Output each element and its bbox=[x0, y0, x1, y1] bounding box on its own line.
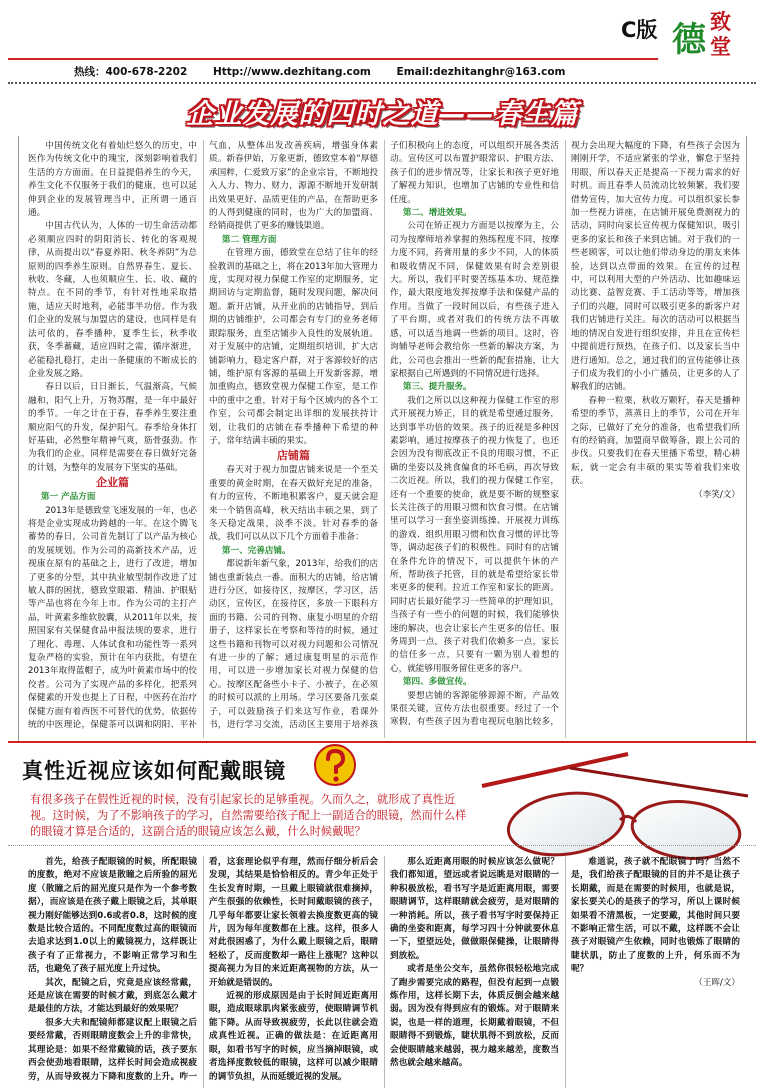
article1-paragraph: 春日以后，日日渐长，气温渐高，气候融和，阳气上升，万物苏醒，是一年中最好的季节。一年之计在于春，春季养生要注重顺应阳气的升发，保护阳气。春季给身体打好基础，必然整年精神气爽，筋骨强劲。作为我们的企业，同样是需要在春日做好完备的计划，为整年的发展夯下坚实的基础。 bbox=[28, 382, 197, 473]
article2-paragraph: 难道说，孩子就不配眼镜了吗？当然不是，我们给孩子配眼镜的目的并不是让孩子长期戴，而是在需要的时候用，也就是说，家长要关心的是孩子的学习，所以上课时候如果看不清黑板，一定要戴，其他时间只要不影响正常生活，可以不戴，这样既不会让孩子对眼镜产生依赖，同时也锻炼了眼睛的睫状肌，防止了度数的上升，何乐而不为呢？ bbox=[571, 857, 740, 975]
article2-paragraph: 其次，配镜之后，究竟是应该经常戴，还是应该在需要的时候才戴，到底怎么戴才是最佳的方法，才能达到最好的效果呢？ bbox=[28, 977, 197, 1015]
article1-title: 企业发展的四时之道——春生篇 bbox=[186, 99, 579, 130]
hotline: 热线：400-678-2202 bbox=[74, 66, 188, 78]
article2-paragraph: 近视的形成原因是由于长时间近距离用眼，造成眼球肌肉紧张疲劳，使眼睛调节机能下降。从而导致视疲劳，长此以往就会造成真性近视。正确的做法是：在近距离用眼，如看书写字的时候，应当摘掉眼镜，或者选择度数较低的眼镜，这样可以减少眼睛的调节负担，从而延缓近视的发展。 bbox=[209, 991, 378, 1082]
article1-paragraph: 中国传统文化有着灿烂悠久的历史，中医作为传统文化中的瑰宝，深刻影响着我们生活的方方面面。在日益提倡养生的今天，养生文化不仅服务于我们的健康，也可以延伸到企业的发展管理当中，正所谓一通百通。 bbox=[28, 141, 197, 219]
eyeglasses-icon bbox=[478, 746, 756, 864]
intro-divider bbox=[8, 845, 756, 846]
article2-paragraph: 或者是坐公交车，虽然你很轻松地完成了跑步需要完成的路程，但没有起到一点锻炼作用，这样长期下去，体质反倒会越来越弱。因为没有得到应有的锻炼。对于眼睛来说，也是一样的道理，长期戴着眼镜，不但眼睛得不到锻炼，睫状肌得不到放松，反而会使眼睛越来越弱，视力越来越差，度数当然也就会越来越高。 bbox=[390, 964, 559, 1069]
article1-paragraph: 公司在矫正视力方面是以按摩为主，公司为按摩师培养掌握的熟练程度不同，按摩力度不同，药膏用量的多少不同，人的体质和吸收情况不同，保健效果有时会差别很大。所以，我们平时要苦练基本功、规范操作，最大限度地发挥按摩手法和保健产品的作用。当做了一段时间以后，有些孩子进入了平台期，或者对我们的传统方法不再敏感，可以适当地调一些新的项目。这时，咨询辅导老师会教给你一些新的解决方案，为此，公司也会推出一些新的配套措施，让大家根据自己所遇到的不同情况进行选择。 bbox=[390, 221, 559, 379]
article1-paragraph: 都说新年新气象，2013年，给我们的店铺也重新装点一番。面积大的店铺，给店铺进行分区，如接待区，按摩区，学习区，活动区，宣传区，在接待区，多放一下眼科方面的书籍、公司的刊物、康复小明星的介绍册子，这样家长在考察和等待的时候，通过这些书籍和刊物可以对视力问题和公司情况有进一步的了解；通过康复明星的示范作用，可以进一步增加家长对视力保健的信心。按摩区配备些小卡子、小被子，在必须的时候可以派的上用场。学习区要备几张桌子，可以鼓励孩子们来这写作业，看课外书，进行学习交流，活动区主要用于培养孩子们积极向上的态度，可以组织开展各类活动。宣传区可以布置护眼常识、护眼方法、孩子们的进步情况等，让家长和孩子更好地了解视力知识，也增加了店铺的专业性和信任度。 bbox=[209, 141, 559, 731]
article2-intro: 有很多孩子在假性近视的时候，没有引起家长的足够重视。久而久之，就形成了真性近视。这时候，为了不影响孩子的学习，自然需要给孩子配上一副适合的眼镜，然而什么样的眼镜才算是合适的，这副合适的眼镜应该怎么戴，什么时候戴呢？ bbox=[30, 793, 467, 838]
dezhitang-logo bbox=[672, 6, 748, 58]
article2-paragraph: 很多大夫和配镜师都建议配上眼镜之后要经常戴，否则眼睛度数会上升的非常快，其理论是：如果不经常戴镜的话，孩子要东西会使劲地看眼睛，这样长时间会造成视疲劳，从而导致视力下降和度数的上升。咋一看，这套理论似乎有理，然而仔细分析后会发现，其结果是恰恰相反的。青少年正处于生长发育时期，一旦戴上眼镜就很难摘掉，产生很强的依赖性，长时间戴眼镜的孩子，几乎每年都要让家长领着去换度数更高的镜片，因为每年度数都在上涨。这样，很多人对此很困惑了，为什么戴上眼镜之后，眼睛轻松了，反而度数却一路往上涨呢？这种以提高视力为目的来近距离视物的方法，从一开始就是错误的。 bbox=[28, 857, 378, 1082]
article1-paragraph: 中国古代认为，人体的一切生命活动都必须顺应四时的阴阳消长、转化的客观规律，从而提出以“春夏养阳、秋冬养阴”为总原则的四季养生原则。自然界春生、夏长、秋收、冬藏，人也须顺应生、长、收、藏的特点。在不同的季节，有针对性地采取措施，适应天时地利，必能事半功倍。作为我们企业的发展与加盟店的建设，也同样是有法可依的，春季播种，夏季生长，秋季收获，冬季蓄藏，适应四时之需，循序渐进，必能稳扎稳打，走出一条健康的不断成长的企业发展之路。 bbox=[28, 221, 197, 379]
article1-author: （李笑/文） bbox=[694, 489, 740, 500]
logo-char-de: 德 bbox=[672, 20, 706, 60]
dotted-divider bbox=[8, 82, 756, 84]
logo-char-zhi: 致 bbox=[710, 10, 731, 34]
shop-subhead: 店铺篇 bbox=[277, 449, 310, 463]
edition-label: C版 bbox=[621, 18, 658, 42]
article1-body bbox=[28, 140, 740, 738]
section-title-shop3: 第三、提升服务。 bbox=[402, 382, 472, 393]
header-divider bbox=[8, 58, 658, 60]
section-divider bbox=[8, 741, 756, 743]
contact-bar bbox=[74, 64, 587, 79]
article1-paragraph: 要想店铺的客源能够源源不断，产品效果很关键，宣传方法也很重要。经过了一个寒假，有些孩子因为看电视玩电脑比较多，视力会出现大幅度的下降，有些孩子会因为刚刚开学，不适应紧张的学业，懈怠于坚持用眼，所以春天正是提高一下视力需求的好时机。而且春季人员流动比较频繁，我们要借势宣传，加大宣传力度。可以组织家长参加一些视力讲座，在店铺开展免费测视力的活动，同时向家长宣传视力保健知识，吸引更多的家长和孩子来到店铺。对于我们的一些老顾客，可以让他们带动身边的朋友来体验，达到以点带面的效果。在宣传的过程中，可以利用大型的户外活动、比如趣味运动比赛、益智竞赛、手工活动等等，增加孩子们的兴趣，同时可以吸引更多的新客户对我们店铺进行关注。每次的活动可以根据当地的情况自发进行组织安排，并且在宣传栏中提前进行预热，在孩子们、以及家长当中进行通知。总之，通过我们的宣传能够让孩子们成为我们的小小广播员，让更多的人了解我们的店铺。 bbox=[390, 141, 740, 728]
article1-paragraph: 春种一粒栗，秋收万颗籽，春天是播种希望的季节，蒸蒸日上的季节，公司在开年之际，已做好了充分的准备，也希望我们所有的经销商，加盟商早做筹备，跟上公司的步伐。只要我们在春天里播下希望，精心耕耘，就一定会有丰硕的果实等着我们来收获。 bbox=[571, 395, 740, 487]
article1-paragraph: 我们之所以以这种视力保健工作室的形式开展视力矫正，目的就是希望通过服务，达到事半功倍的效果。孩子的近视是多种因素影响，通过按摩孩子的视力恢复了，也还会因为没有彻底改正不良的用眼习惯，不正确的坐姿以及挑食偏食的坏毛病，再次导致二次近视。所以，我们的视力保健工作室，还有一个重要的使命，就是要不断的规整家长关注孩子的用眼习惯和饮食习惯。在店铺里可以学习一套坐姿训练操、开展视力训练的游戏、组织用眼习惯和饮食习惯的评比等等，调动起孩子们的积极性。同时有的店铺在条件允许的情况下，可以提供午休的产所，帮助孩子托管，目的就是希望给家长带来更多的便利。拉近工作室和家长的距离。同时店长最好能学习一些简单的护理知识，当孩子有一些小的问题的时候，我们能够快速的解决，也会让家长产生更多的信任。服务周到一点，孩子对我们依赖多一点，家长的信任多一点，只要有一颗为别人着想的心，就能够用服务留住更多的客户。 bbox=[390, 395, 559, 674]
article1-paragraph: 春天对于视力加盟店铺来说是一个至关重要的黄金时期，在春天做好充足的准备，有力的宣传，不断地积累客户，夏天就会迎来一个销售高峰，秋天结出丰硕之果，到了冬天稳定战果，淡季不淡。针对春季的备战，我们可以从以下几个方面着手准备： bbox=[209, 465, 378, 543]
question-mark-icon bbox=[312, 742, 358, 788]
logo-char-tang: 堂 bbox=[710, 35, 731, 59]
website-link[interactable]: Http://www.dezhitang.com bbox=[212, 66, 371, 78]
section-title-management: 第二 管理方面 bbox=[221, 234, 277, 245]
article1-right-rule bbox=[746, 136, 747, 742]
article2-author: （王晖/文） bbox=[694, 977, 740, 988]
article1-left-rule bbox=[18, 136, 19, 742]
email-link[interactable]: Email:dezhitanghr@163.com bbox=[396, 66, 566, 78]
article1-paragraph: 在管理方面，德致堂在总结了往年的经验教训的基础之上，将在2013年加大管理力度，实现对视力保健工作室的定期服务，定期回访与定期监督，随时发现问题，解决问题。新开店铺，从开业前的店铺指导，到后期的店铺维护，公司都会有专门的业务老师跟踪服务，直至店铺步入良性的发展轨道。对于发展中的店铺，定期组织培训，扩大店铺影响力，稳定客户群，对于客源较好的店铺，维护原有客源的基础上开发新客源，增加重购点，德致堂视力保健工作室，是工作中的重中之重，针对于每个区域内的各个工作室，公司都会制定出详细的发展扶持计划，让我们的店铺在春季播种下希望的种子，常年结满丰硕的果实。 bbox=[209, 248, 378, 446]
section-title-shop1: 第一、完善店铺。 bbox=[221, 545, 291, 556]
section-title-shop2: 第二、增进效果。 bbox=[402, 208, 472, 219]
enterprise-subhead: 企业篇 bbox=[96, 476, 129, 490]
article2-paragraph: 那么近距离用眼的时候应该怎么做呢？我们都知道，望远或者说远眺是对眼睛的一种积极放松，看书写字是近距离用眼，需要眼睛调节，这样眼睛就会疲劳，是对眼睛的一种消耗。所以，孩子看书写字时要保持正确的坐姿和距离，每学习四十分钟就要休息一下，望望远处，做做眼保健操，让眼睛得到放松。 bbox=[390, 857, 559, 961]
article2-paragraph: 首先，给孩子配眼镜的时候，所配眼镜的度数，绝对不应该是散瞳之后所验的屈光度（散瞳之后的屈光度只是作为一个参考数据），而应该是在孩子戴上眼镜之后，其单眼视力刚好能够达到0.6或者0.8，这时候的度数是比较合适的。不同配度数过高的眼镜而去追求达到1.0以上的戴镜视力，这样既让孩子有了正常视力，不影响正常学习和生活，也避免了孩子屈光度上升过快。 bbox=[28, 857, 197, 975]
section-title-shop4: 第四、多做宣传。 bbox=[402, 677, 472, 688]
article2-body bbox=[28, 856, 740, 1088]
article2-title: 真性近视应该如何配戴眼镜 bbox=[22, 759, 286, 783]
section-title-product: 第一 产品方面 bbox=[40, 492, 96, 503]
article1-paragraph: 2013年是德致堂飞速发展的一年，也必将是企业实现成功跨越的一年。在这个腾飞蓄势的春日，公司首先制订了以产品为核心的发展规划。作为公司的高新技术产品，近视康在原有的基础之上，进行了改进，增加了更多的分型，其中执业敏型制作改进了过敏人群的困扰，德致堂眼霜、精油、护眼贴等产品也将在今年上市。作为公司的主打产品，叶黄素多维软胶囊，从2011年以来，按照国家有关保健食品申报法规的要求，进行了理化、毒理、人体试食和功能性等一系列复杂严格的实验，预计在年内获批，有望在2013年取得蓝帽子，成为叶黄素市场中的佼佼者。公司为了实现产品的多样化，把系列保健素的开发也提上了日程，中医药在治疗保健方面有着西医不可替代的优势，依据传统的中医理论，保健茶可以调和阴阳、平补气血，从整体出发改善疾病，增强身体素质。新春伊始，万象更新，德致堂本着“厚德承国粹，仁爱致万家”的企业宗旨，不断地投入人力、物力、财力，源源不断地开发研制出效果更好、品质更佳的产品，在帮助更多的人得到健康的同时，也为广大的加盟商、经销商提供了更多的赚钱渠道。 bbox=[28, 141, 378, 731]
